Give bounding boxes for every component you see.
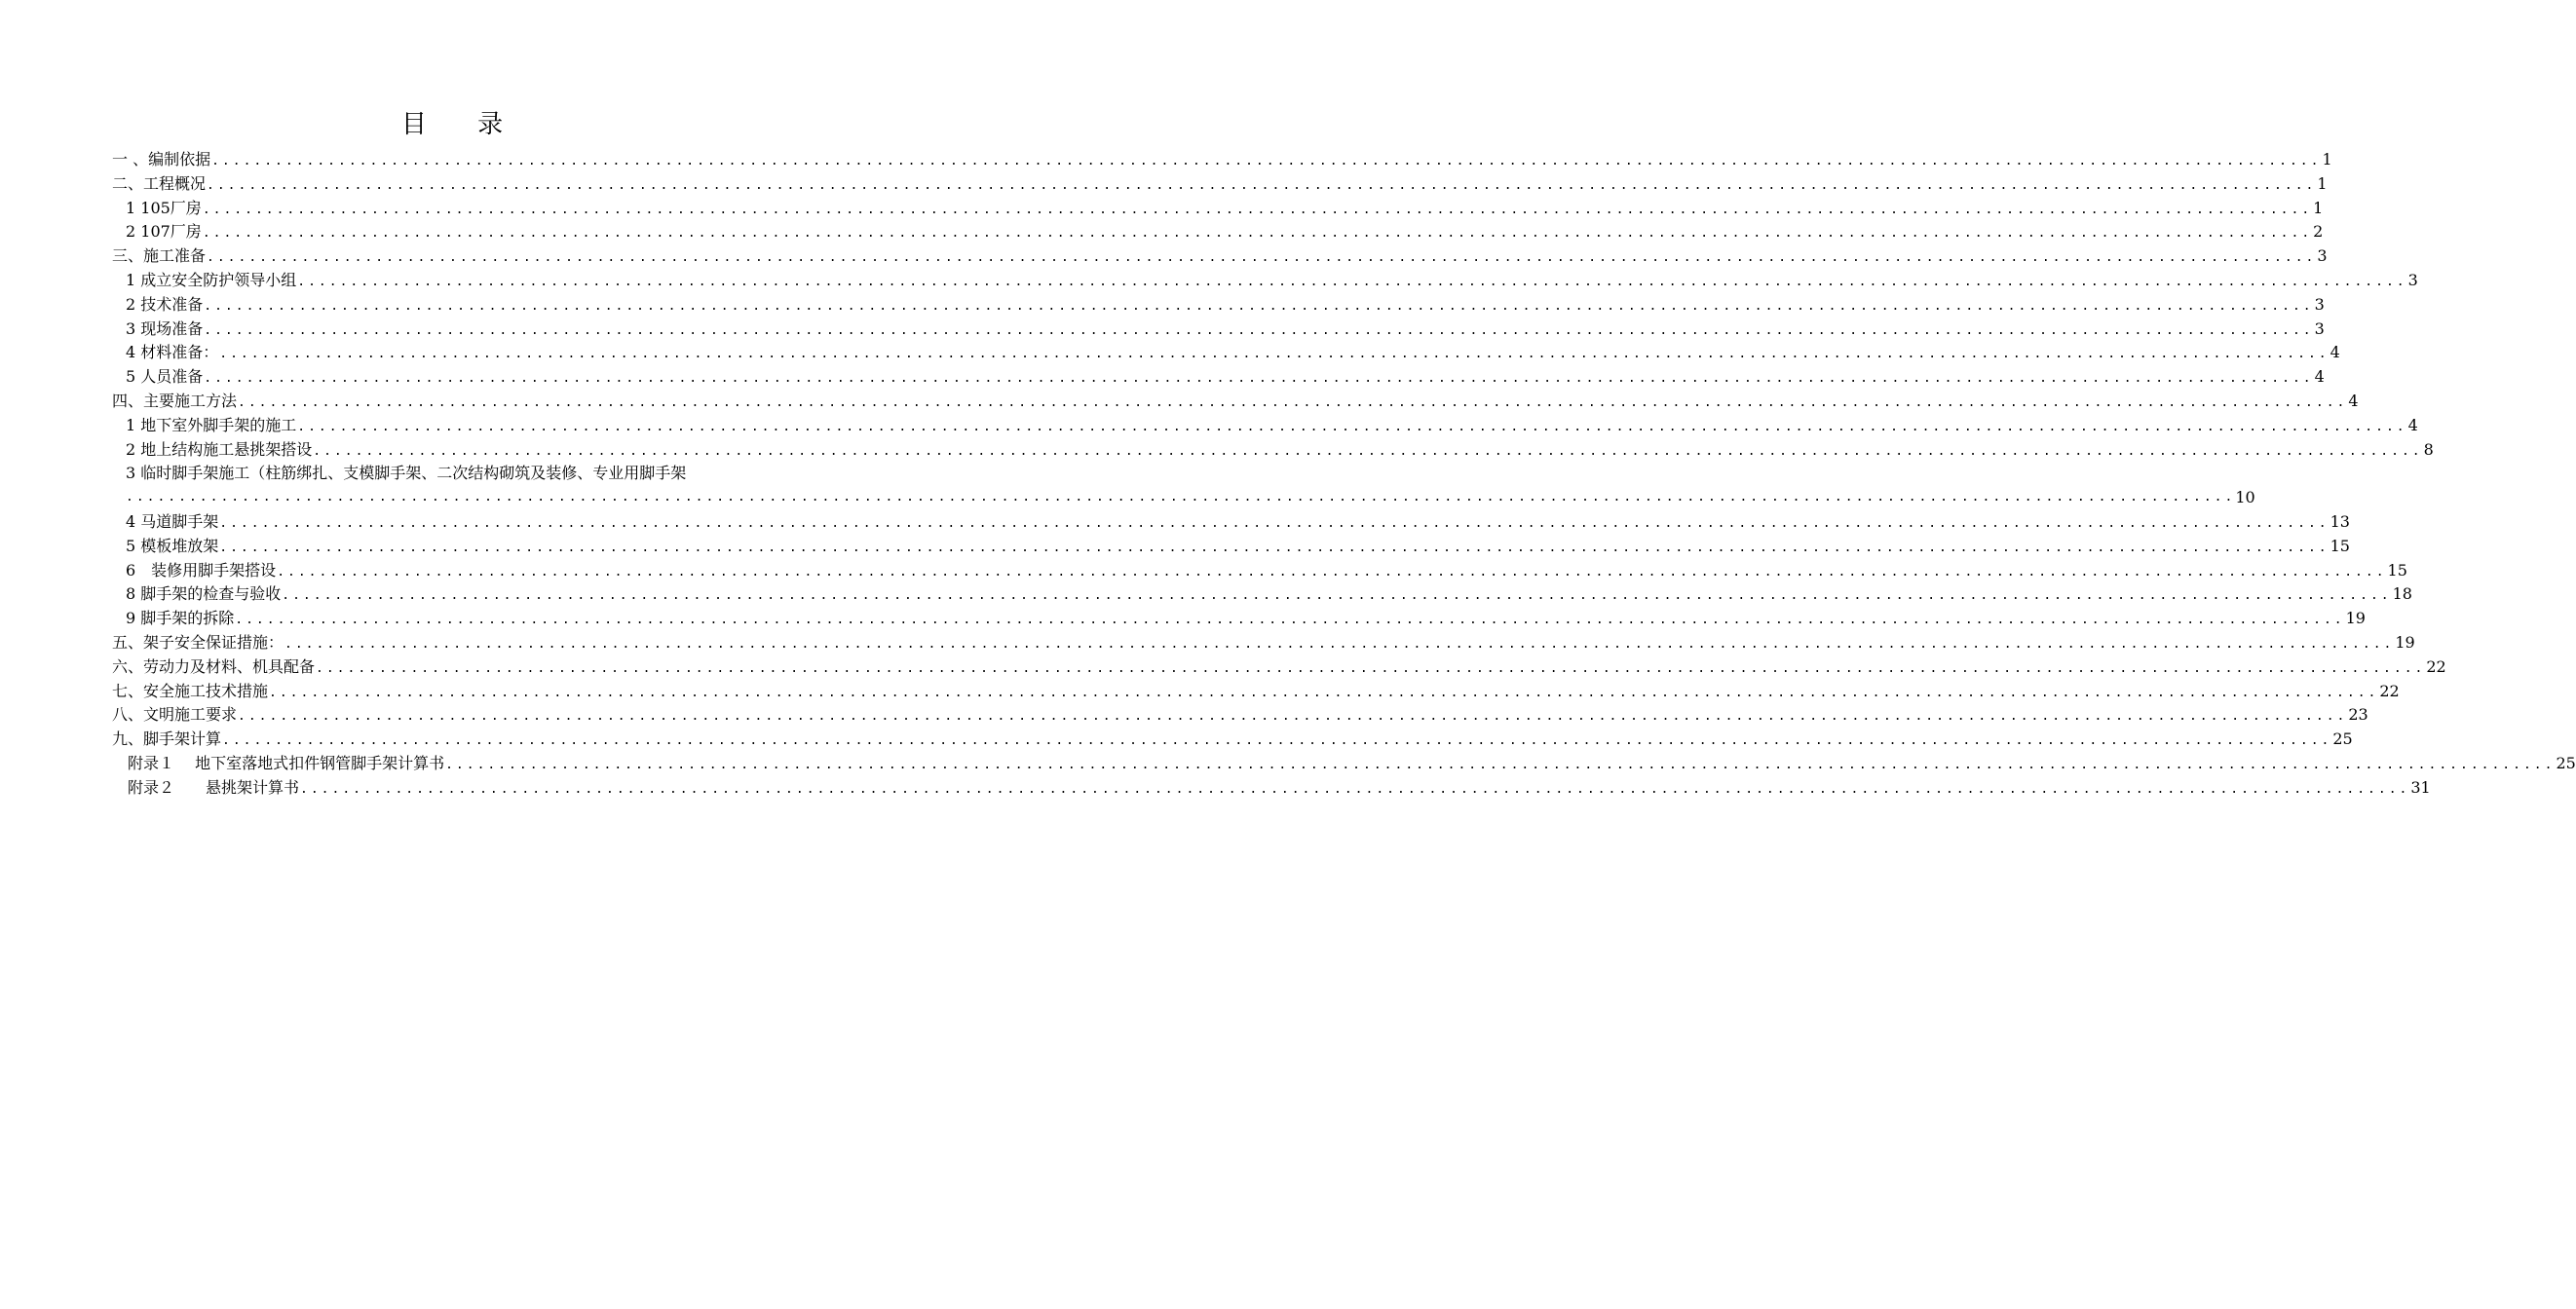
toc-entry[interactable] [112,680,2400,704]
toc-entry-label: 1 成立安全防护领导小组 [126,270,297,289]
dot-leader: ........................................................................................................................................................................................................ [202,226,2313,242]
toc-entry-page: 1 [2317,173,2328,193]
toc-entry[interactable] [112,244,2328,269]
toc-entry-page: 4 [2330,343,2340,362]
toc-entry[interactable] [112,535,2350,559]
dot-leader: ........................................................................................................................................................................................................ [207,177,2317,193]
dot-leader: ........................................................................................................................................................................................................ [277,564,2387,580]
toc-entry-page: 3 [2407,270,2418,289]
dot-leader: ........................................................................................................................................................................................................ [204,322,2314,338]
toc-entry-label: 四、主要施工方法 [112,391,238,410]
toc-entry-label: 八、文明施工要求 [112,705,238,725]
dot-leader: ........................................................................................................................................................................................................ [238,394,2348,410]
toc-entry-label: 二、工程概况 [112,173,207,193]
dot-leader: ........................................................................................................................................................................................................ [211,154,2322,168]
toc-entry[interactable] [112,607,2366,631]
toc-entry[interactable] [112,318,2325,342]
toc-entry[interactable] [112,703,2368,728]
toc-entry[interactable] [112,559,2407,583]
toc-entry[interactable] [112,776,2431,801]
dot-leader: ........................................................................................................................................................................................................ [202,202,2313,217]
toc-entry-page: 13 [2330,511,2350,531]
toc-entry-page: 23 [2348,705,2368,725]
toc-entry-label: 2 技术准备 [126,294,204,314]
dot-leader: ........................................................................................................................................................................................................ [316,660,2426,676]
toc-entry[interactable] [112,220,2324,244]
page-title: 目 录 [400,110,525,139]
toc-entry-label: 8 脚手架的检查与验收 [126,584,282,604]
toc-entry[interactable] [112,752,2576,776]
toc-entry-page: 15 [2387,560,2407,580]
dot-leader: ........................................................................................................................................................................................................ [445,757,2556,772]
toc-entry[interactable] [112,148,2332,172]
dot-leader: ........................................................................................................................................................................................................ [126,490,2236,505]
toc-entry-label: 9 脚手架的拆除 [126,609,235,628]
toc-entry[interactable] [112,631,2415,655]
toc-entry-label: 6 装修用脚手架搭设 [126,560,277,580]
dot-leader: ........................................................................................................................................................................................................ [269,685,2379,700]
toc-entry-label: 2 地上结构施工悬挑架搭设 [126,439,313,459]
toc-entry-label: 2 107厂房 [126,222,202,242]
toc-entry-label: 附录１ 地下室落地式扣件钢管脚手架计算书 [128,753,445,772]
toc-entry-page: 19 [2345,609,2366,628]
toc-entry[interactable] [112,582,2412,607]
toc-entry[interactable] [112,365,2325,390]
toc-entry-label: 1 地下室外脚手架的施工 [126,415,297,434]
toc-entry-label: 三、施工准备 [112,246,207,266]
toc-entry-page: 31 [2410,777,2431,797]
dot-leader: ........................................................................................................................................................................................................ [207,250,2317,266]
toc-entry[interactable] [112,728,2353,752]
toc-entry[interactable] [112,197,2324,221]
toc-entry-page: 18 [2392,584,2412,604]
dot-leader: ........................................................................................................................................................................................................ [313,443,2423,459]
toc-entry[interactable] [112,486,2255,510]
toc-entry-page: 2 [2313,222,2324,242]
dot-leader: ........................................................................................................................................................................................................ [204,298,2314,314]
dot-leader: ........................................................................................................................................................................................................ [297,274,2407,289]
dot-leader: ........................................................................................................................................................................................................ [297,419,2407,434]
toc-entry-page: 22 [2379,681,2400,700]
dot-leader: ........................................................................................................................................................................................................ [219,515,2330,531]
toc-entry-page: 10 [2235,488,2255,507]
dot-leader: ........................................................................................................................................................................................................ [284,636,2395,652]
toc-entry-page: 3 [2314,294,2325,314]
toc-entry-label: 七、安全施工技术措施 [112,681,269,700]
toc-entry-label: 5 模板堆放架 [126,536,219,555]
toc-entry-page: 22 [2426,656,2446,676]
toc-entry-label: 五、架子安全保证措施： [112,632,284,652]
toc-entry-label: 一 、编制依据 [112,150,211,168]
toc-entry-label: 5 人员准备 [126,367,204,387]
toc-entry-page: 4 [2407,415,2418,434]
toc-entry-page: 25 [2556,753,2576,772]
dot-leader: ........................................................................................................................................................................................................ [238,709,2348,725]
toc-entry-page: 1 [2322,150,2332,168]
toc-entry[interactable] [112,414,2418,438]
toc-entry-page: 3 [2314,318,2325,338]
dot-leader: ........................................................................................................................................................................................................ [300,781,2410,797]
toc-entry-page: 4 [2314,367,2325,387]
toc-entry[interactable] [112,341,2340,365]
toc-entry-page: 8 [2423,439,2434,459]
toc-entry[interactable] [112,172,2328,197]
toc-entry-label: 1 105厂房 [126,198,202,217]
toc-entry-page: 15 [2330,536,2350,555]
toc-entry-label: 六、劳动力及材料、机具配备 [112,656,316,676]
toc-entry[interactable] [112,655,2446,680]
toc-entry-page: 4 [2348,391,2359,410]
toc-entry-label: 附录２ 悬挑架计算书 [128,777,300,797]
table-of-contents [112,148,2576,801]
toc-entry-page: 25 [2332,729,2353,749]
dot-leader: ........................................................................................................................................................................................................ [282,588,2392,604]
dot-leader: ........................................................................................................................................................................................................ [235,613,2345,628]
dot-leader: ........................................................................................................................................................................................................ [219,540,2330,555]
toc-entry-page: 1 [2313,198,2324,217]
toc-entry[interactable] [112,293,2325,318]
toc-entry[interactable] [112,510,2350,535]
toc-entry-label: 九、脚手架计算 [112,729,222,749]
toc-entry-label: 3 临时脚手架施工（柱筋绑扎、支模脚手架、二次结构砌筑及装修、专业用脚手架 [126,464,687,483]
toc-entry[interactable] [112,269,2418,293]
dot-leader: ........................................................................................................................................................................................................ [204,371,2314,387]
toc-entry-label: 4 材料准备： [126,343,219,362]
toc-entry[interactable] [112,390,2359,414]
dot-leader: ........................................................................................................................................................................................................ [222,733,2332,749]
toc-entry-page: 3 [2317,246,2328,266]
dot-leader: ........................................................................................................................................................................................................ [219,347,2330,362]
toc-entry-label: 3 现场准备 [126,318,204,338]
toc-entry-label: 4 马道脚手架 [126,511,219,531]
toc-entry[interactable] [112,438,2434,463]
toc-entry-page: 19 [2395,632,2415,652]
